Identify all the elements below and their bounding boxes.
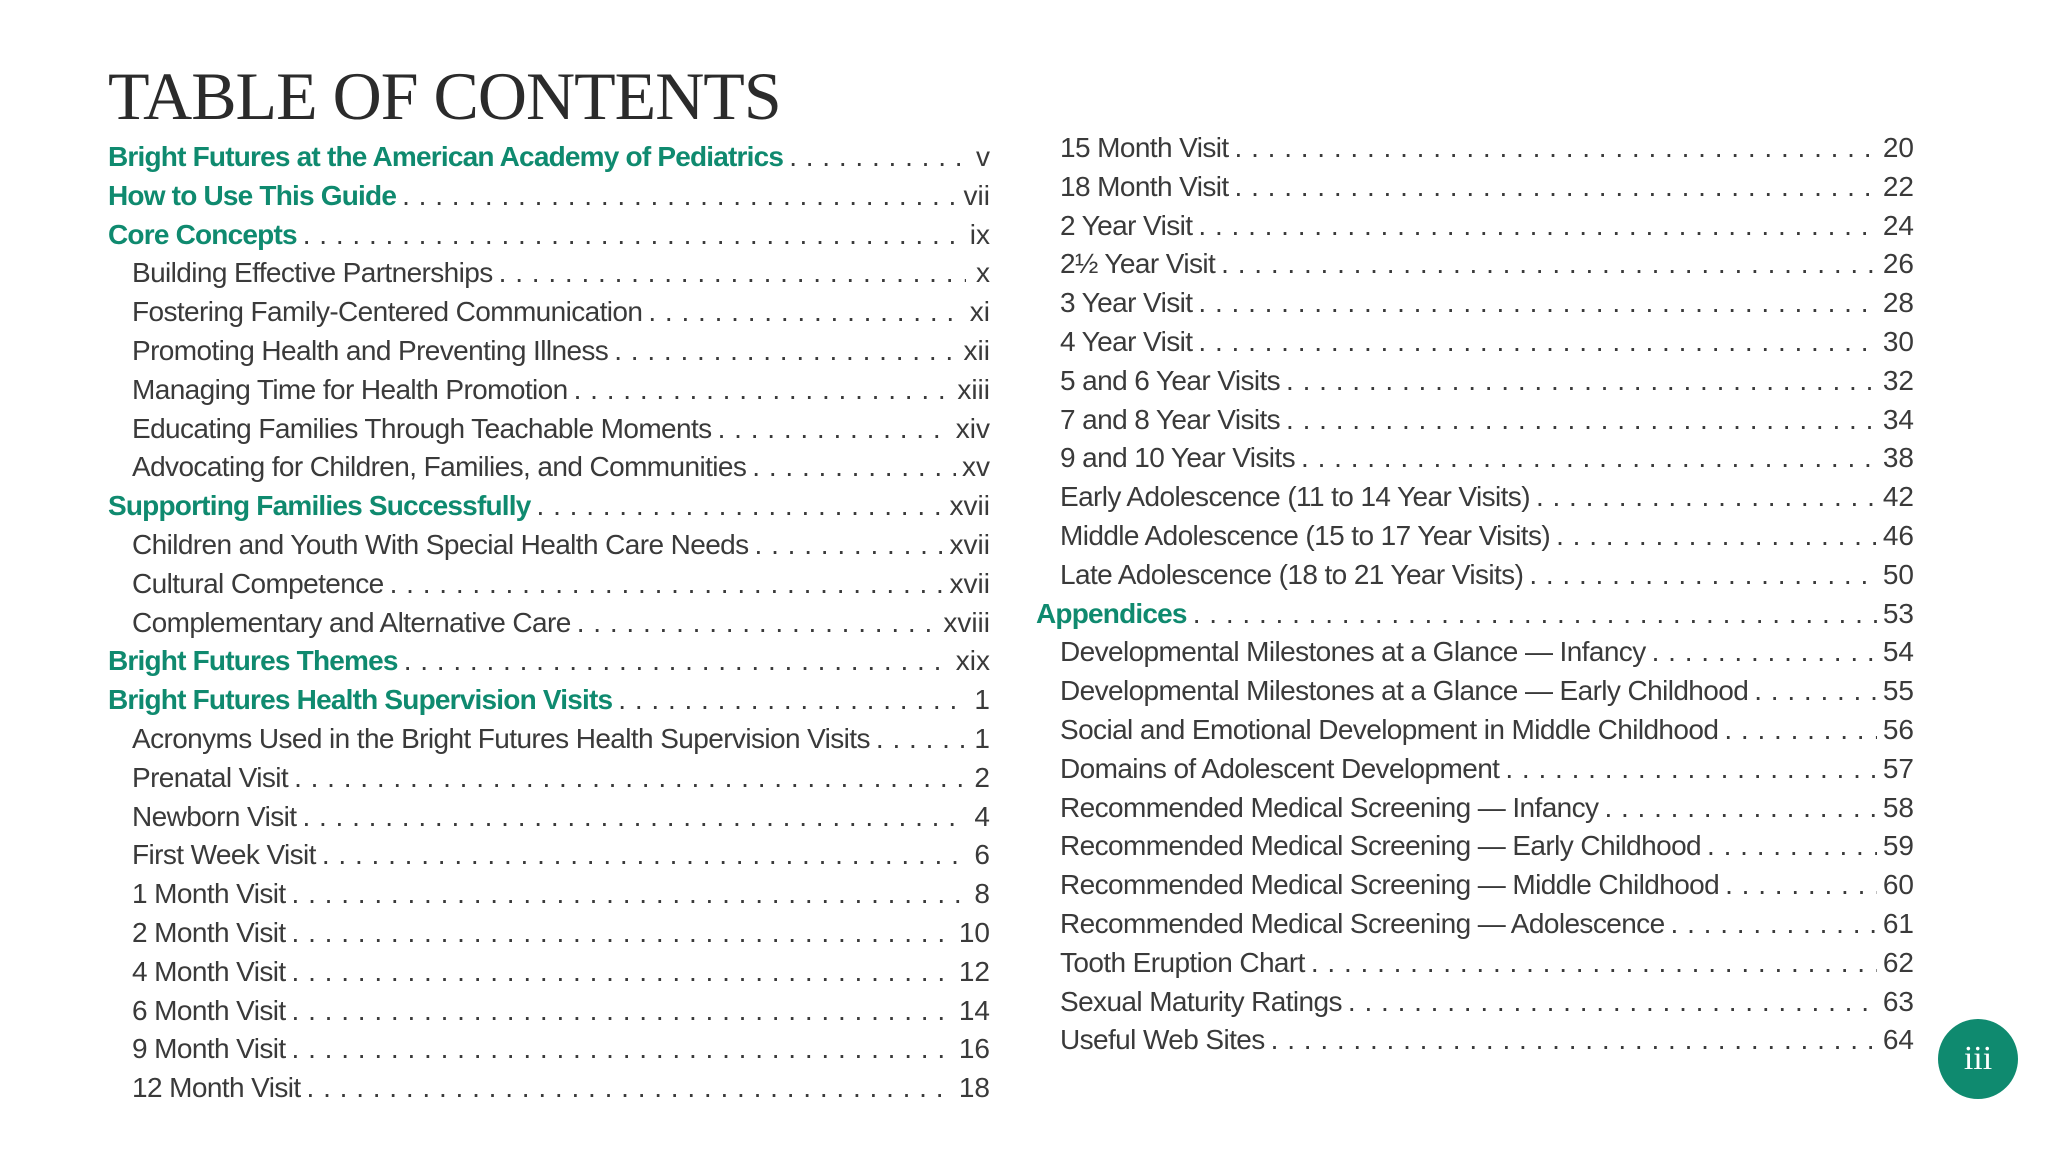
toc-section-entry[interactable] [108, 177, 990, 216]
toc-entry-page-number: vii [963, 179, 990, 211]
toc-entry-label: Core Concepts [108, 218, 297, 250]
toc-entry[interactable] [1036, 168, 1914, 207]
toc-section-entry[interactable] [108, 642, 990, 681]
dot-leader [648, 293, 963, 332]
toc-entry[interactable] [1036, 207, 1914, 246]
dot-leader [618, 681, 966, 720]
toc-entry-label: 6 Month Visit [132, 994, 286, 1026]
dot-leader [1198, 323, 1876, 362]
toc-entry-page-number: xiii [957, 373, 990, 405]
toc-entry-label: Advocating for Children, Families, and Communities [132, 451, 747, 483]
dot-leader [789, 138, 966, 177]
toc-entry[interactable] [108, 526, 990, 565]
toc-entry-label: Complementary and Alternative Care [132, 606, 571, 638]
dot-leader [1235, 168, 1877, 207]
toc-entry-label: 2½ Year Visit [1060, 248, 1216, 280]
dot-leader [1286, 401, 1877, 440]
toc-left-column [108, 138, 990, 1108]
toc-entry-page-number: 60 [1882, 869, 1914, 901]
toc-entry[interactable] [108, 759, 990, 798]
toc-entry-page-number: ix [969, 218, 990, 250]
toc-entry-page-number: xvii [949, 490, 990, 522]
dot-leader [402, 177, 957, 216]
toc-entry-label: Sexual Maturity Ratings [1060, 985, 1342, 1017]
dot-leader [1301, 439, 1877, 478]
toc-entry[interactable] [1036, 517, 1914, 556]
toc-entry-page-number: 8 [974, 878, 990, 910]
toc-entry-label: 4 Year Visit [1060, 325, 1193, 357]
dot-leader [1556, 517, 1877, 556]
toc-section-entry[interactable] [108, 681, 990, 720]
toc-entry-page-number: xi [969, 296, 990, 328]
dot-leader [1193, 595, 1877, 634]
dot-leader [302, 798, 966, 837]
dot-leader [1198, 207, 1876, 246]
toc-entry-label: 1 Month Visit [132, 878, 286, 910]
toc-entry-page-number: 30 [1882, 325, 1914, 357]
toc-entry[interactable] [108, 1030, 990, 1069]
toc-entry[interactable] [108, 332, 990, 371]
toc-entry-label: Middle Adolescence (15 to 17 Year Visits) [1060, 519, 1551, 551]
toc-entry[interactable] [108, 293, 990, 332]
toc-entry-label: 4 Month Visit [132, 955, 286, 987]
toc-entry[interactable] [1036, 750, 1914, 789]
toc-entry-label: Social and Emotional Development in Middle Childhood [1060, 713, 1719, 745]
toc-entry-page-number: 16 [958, 1033, 990, 1065]
toc-entry[interactable] [1036, 672, 1914, 711]
toc-entry-page-number: 2 [974, 761, 990, 793]
dot-leader [292, 914, 953, 953]
dot-leader [1311, 944, 1877, 983]
toc-entry-label: How to Use This Guide [108, 179, 397, 211]
toc-entry[interactable] [1036, 866, 1914, 905]
toc-entry-page-number: 22 [1882, 170, 1914, 202]
toc-entry-label: Bright Futures at the American Academy of Pediatrics [108, 141, 784, 172]
toc-entry-label: Promoting Health and Preventing Illness [132, 334, 609, 366]
toc-entry-page-number: 26 [1882, 248, 1914, 280]
toc-entry-label: Late Adolescence (18 to 21 Year Visits) [1060, 558, 1524, 590]
toc-entry-label: Tooth Eruption Chart [1060, 946, 1305, 978]
toc-entry-page-number: 55 [1882, 675, 1914, 707]
toc-entry-page-number: 14 [958, 994, 990, 1026]
toc-entry[interactable] [1036, 245, 1914, 284]
dot-leader [1536, 478, 1877, 517]
toc-entry-label: Managing Time for Health Promotion [132, 373, 568, 405]
dot-leader [292, 875, 966, 914]
toc-entry[interactable] [108, 565, 990, 604]
toc-entry[interactable] [108, 1069, 990, 1108]
dot-leader [1505, 750, 1877, 789]
dot-leader [574, 371, 952, 410]
toc-entry-page-number: 57 [1882, 752, 1914, 784]
toc-entry-page-number: xviii [943, 606, 990, 638]
toc-entry[interactable] [1036, 439, 1914, 478]
toc-entry-page-number: xv [962, 451, 990, 483]
toc-entry[interactable] [108, 875, 990, 914]
toc-entry[interactable] [1036, 905, 1914, 944]
toc-entry[interactable] [108, 410, 990, 449]
toc-entry-page-number: 24 [1882, 209, 1914, 241]
toc-entry-label: 9 Month Visit [132, 1033, 286, 1065]
toc-entry-label: Recommended Medical Screening — Adolescence [1060, 907, 1665, 939]
toc-entry-label: Prenatal Visit [132, 761, 289, 793]
toc-entry-label: Recommended Medical Screening — Middle Childhood [1060, 869, 1720, 901]
toc-entry-page-number: v [976, 141, 990, 172]
toc-entry-page-number: xii [963, 334, 990, 366]
dot-leader [1725, 866, 1877, 905]
dot-leader [292, 953, 953, 992]
toc-entry-page-number: 1 [974, 684, 990, 716]
toc-entry-page-number: 58 [1882, 791, 1914, 823]
toc-entry-page-number: 4 [974, 800, 990, 832]
toc-entry-label: 18 Month Visit [1060, 170, 1229, 202]
dot-leader [1707, 827, 1877, 866]
toc-entry-label: Building Effective Partnerships [132, 257, 493, 289]
toc-entry-page-number: 10 [958, 916, 990, 948]
toc-entry-label: Children and Youth With Special Health Care Needs [132, 528, 749, 560]
dot-leader [755, 526, 944, 565]
dot-leader [718, 410, 950, 449]
toc-entry[interactable] [1036, 789, 1914, 828]
toc-entry[interactable] [108, 798, 990, 837]
toc-entry[interactable] [1036, 323, 1914, 362]
toc-entry-label: Developmental Milestones at a Glance — Infancy [1060, 636, 1646, 668]
toc-entry-page-number: 38 [1882, 442, 1914, 474]
toc-entry-label: 12 Month Visit [132, 1072, 301, 1104]
dot-leader [614, 332, 957, 371]
dot-leader [1754, 672, 1877, 711]
toc-entry[interactable] [1036, 944, 1914, 983]
toc-entry-label: Early Adolescence (11 to 14 Year Visits) [1060, 481, 1530, 513]
toc-entry[interactable] [1036, 827, 1914, 866]
toc-section-entry[interactable] [108, 487, 990, 526]
dot-leader [1286, 362, 1877, 401]
toc-entry[interactable] [108, 371, 990, 410]
toc-entry-page-number: 6 [974, 839, 990, 871]
toc-entry-label: 15 Month Visit [1060, 132, 1229, 163]
toc-entry-page-number: 42 [1882, 481, 1914, 513]
toc-entry-page-number: 1 [974, 722, 990, 754]
dot-leader [1604, 789, 1876, 828]
toc-entry[interactable] [1036, 401, 1914, 440]
toc-entry-page-number: 34 [1882, 403, 1914, 435]
toc-entry-page-number: xix [955, 645, 990, 677]
toc-entry-label: 5 and 6 Year Visits [1060, 364, 1281, 396]
toc-entry-label: Bright Futures Health Supervision Visits [108, 684, 613, 716]
toc-entry-page-number: 54 [1882, 636, 1914, 668]
toc-entry-label: 9 and 10 Year Visits [1060, 442, 1296, 474]
page-number-badge: iii [1938, 1019, 2018, 1099]
toc-entry-page-number: 12 [958, 955, 990, 987]
toc-entry-page-number: 61 [1882, 907, 1914, 939]
toc-entry-page-number: 59 [1882, 830, 1914, 862]
dot-leader [1529, 556, 1877, 595]
dot-leader [404, 642, 950, 681]
toc-entry-page-number: 56 [1882, 713, 1914, 745]
dot-leader [1198, 284, 1876, 323]
toc-entry-page-number: 46 [1882, 519, 1914, 551]
toc-entry[interactable] [108, 720, 990, 759]
dot-leader [1271, 1021, 1877, 1060]
toc-entry-page-number: 62 [1882, 946, 1914, 978]
toc-entry-label: Domains of Adolescent Development [1060, 752, 1500, 784]
toc-entry[interactable] [108, 992, 990, 1031]
toc-entry-page-number: 32 [1882, 364, 1914, 396]
toc-entry[interactable] [1036, 284, 1914, 323]
toc-entry-page-number: 53 [1882, 597, 1914, 629]
toc-entry-label: Fostering Family-Centered Communication [132, 296, 643, 328]
toc-entry-page-number: 28 [1882, 287, 1914, 319]
toc-entry-label: Useful Web Sites [1060, 1024, 1265, 1056]
toc-entry[interactable] [108, 836, 990, 875]
toc-entry-page-number: 50 [1882, 558, 1914, 590]
toc-entry[interactable] [1036, 711, 1914, 750]
dot-leader [303, 216, 964, 255]
dot-leader [1652, 633, 1877, 672]
toc-entry-label: Acronyms Used in the Bright Futures Health Supervision Visits [132, 722, 870, 754]
toc-entry[interactable] [1036, 556, 1914, 595]
toc-entry-label: Developmental Milestones at a Glance — Early Childhood [1060, 675, 1749, 707]
toc-entry-page-number: x [976, 257, 990, 289]
toc-entry[interactable] [1036, 362, 1914, 401]
toc-entry-label: 3 Year Visit [1060, 287, 1193, 319]
toc-right-column [1036, 129, 1914, 1060]
dot-leader [322, 836, 966, 875]
toc-entry[interactable] [1036, 1021, 1914, 1060]
toc-entry[interactable] [108, 953, 990, 992]
dot-leader [1724, 711, 1877, 750]
dot-leader [292, 1030, 953, 1069]
toc-entry[interactable] [1036, 478, 1914, 517]
toc-section-entry[interactable] [108, 138, 990, 177]
toc-entry-label: 2 Month Visit [132, 916, 286, 948]
toc-entry-label: Bright Futures Themes [108, 645, 398, 677]
toc-entry-label: Educating Families Through Teachable Moments [132, 412, 712, 444]
page-title: TABLE OF CONTENTS [108, 58, 781, 134]
dot-leader [1671, 905, 1877, 944]
toc-entry[interactable] [108, 448, 990, 487]
toc-entry-label: 7 and 8 Year Visits [1060, 403, 1281, 435]
toc-entry[interactable] [1036, 129, 1914, 168]
dot-leader [752, 448, 956, 487]
dot-leader [294, 759, 966, 798]
toc-entry-label: First Week Visit [132, 839, 316, 871]
dot-leader [307, 1069, 953, 1108]
toc-entry-page-number: 18 [958, 1072, 990, 1104]
toc-section-entry[interactable] [108, 216, 990, 255]
dot-leader [537, 487, 944, 526]
toc-entry-page-number: xvii [949, 567, 990, 599]
dot-leader [876, 720, 966, 759]
toc-entry-page-number: 63 [1882, 985, 1914, 1017]
toc-entry-label: Recommended Medical Screening — Early Childhood [1060, 830, 1702, 862]
toc-entry-label: Supporting Families Successfully [108, 490, 531, 522]
dot-leader [292, 992, 953, 1031]
toc-entry-page-number: xvii [949, 528, 990, 560]
toc-entry-label: Newborn Visit [132, 800, 297, 832]
toc-entry-page-number: xiv [955, 412, 990, 444]
dot-leader [390, 565, 944, 604]
toc-entry-page-number: 20 [1882, 132, 1914, 163]
dot-leader [1221, 245, 1877, 284]
toc-entry-label: Appendices [1036, 597, 1187, 629]
toc-entry-label: 2 Year Visit [1060, 209, 1193, 241]
toc-entry[interactable] [108, 604, 990, 643]
dot-leader [499, 254, 966, 293]
toc-entry-label: Cultural Competence [132, 567, 384, 599]
dot-leader [1348, 983, 1877, 1022]
toc-entry-label: Recommended Medical Screening — Infancy [1060, 791, 1599, 823]
dot-leader [1235, 129, 1877, 168]
toc-entry-page-number: 64 [1882, 1024, 1914, 1056]
toc-entry[interactable] [1036, 983, 1914, 1022]
toc-entry[interactable] [108, 254, 990, 293]
toc-entry[interactable] [1036, 633, 1914, 672]
toc-section-entry[interactable] [1036, 595, 1914, 634]
dot-leader [577, 604, 938, 643]
toc-entry[interactable] [108, 914, 990, 953]
